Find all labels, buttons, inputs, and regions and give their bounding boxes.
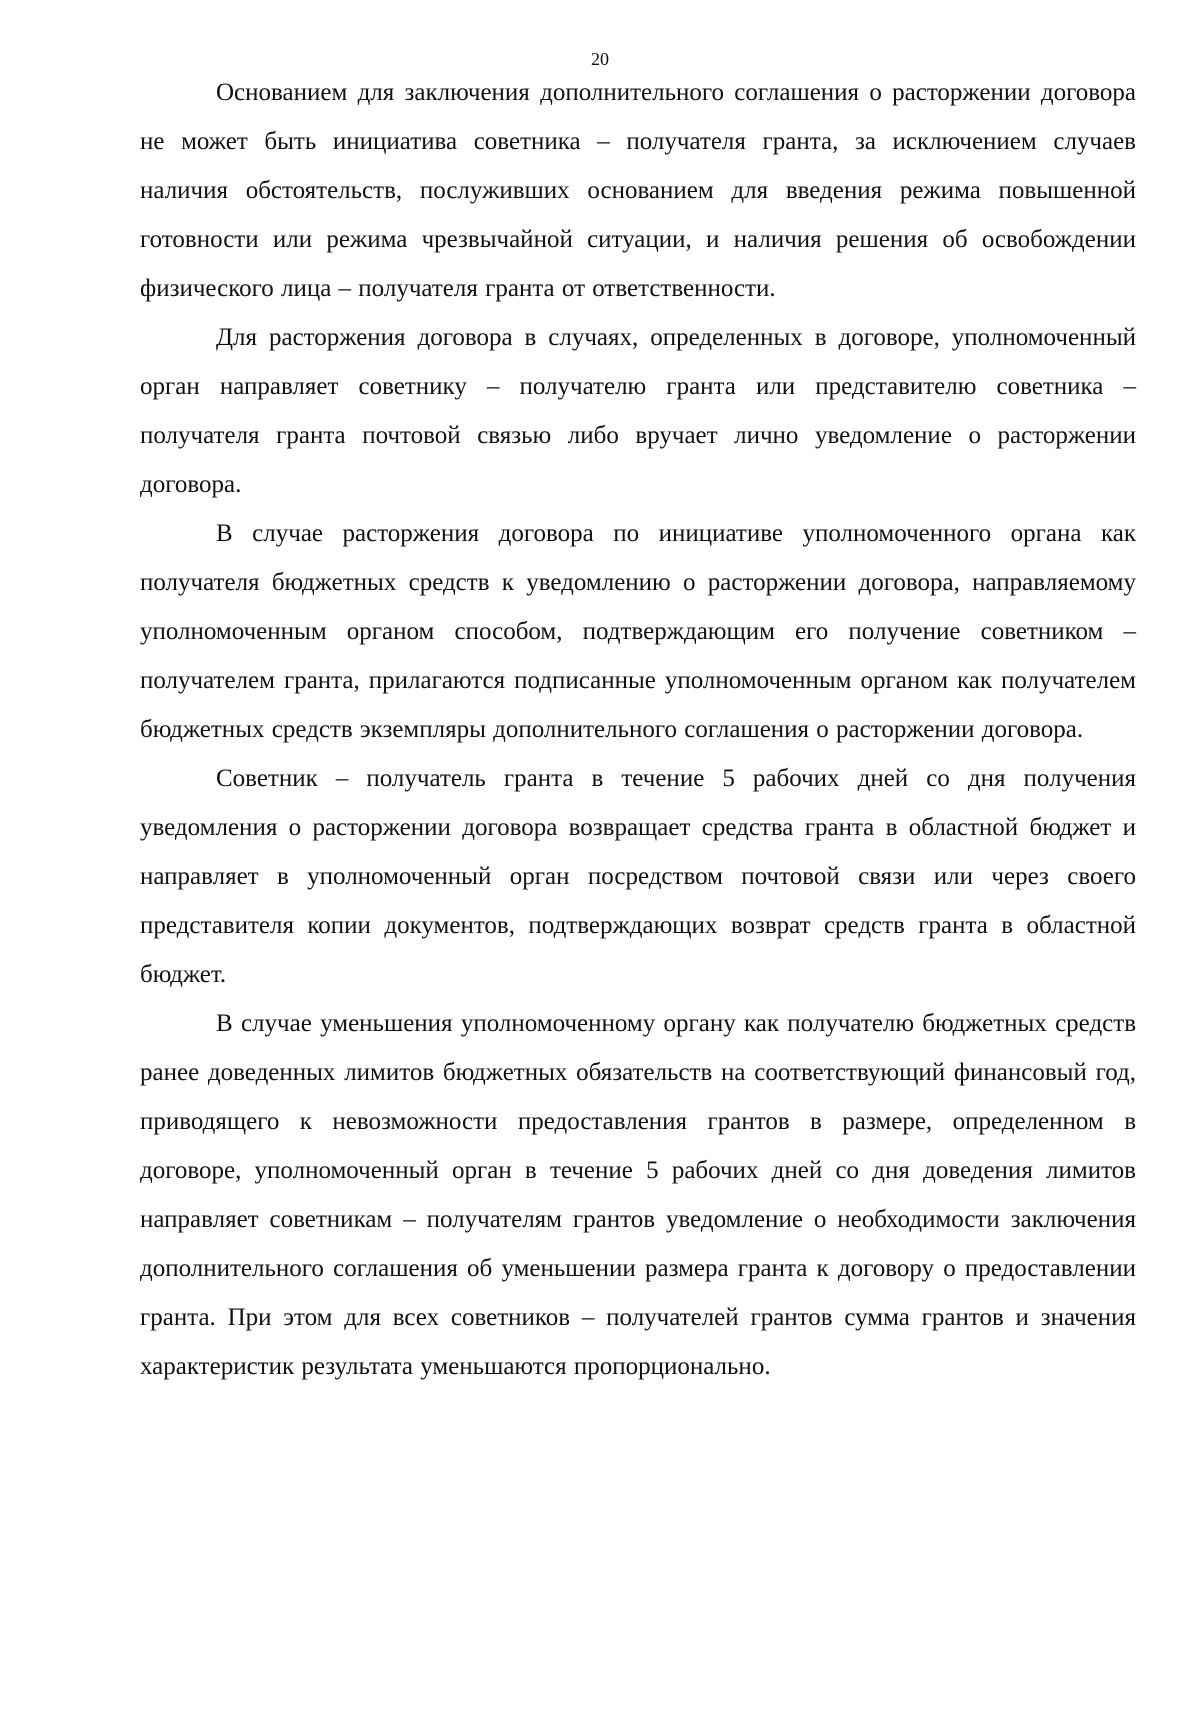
paragraph-termination-notice: Для расторжения договора в случаях, определенных в договоре, уполномоченный орган направляет советнику – получателю гранта или представителю советника – получателя гранта почтовой связью либо вручает лично уведомление о расторжении договора. <box>140 324 1136 498</box>
paragraph-initiative-termination: В случае расторжения договора по инициативе уполномоченного органа как получателя бюджетных средств к уведомлению о расторжении договора, направляемому уполномоченным органом способом, подтверждающим его получение советником – получателем гранта, прилагаются подписанные уполномоченным органом как получателем бюджетных средств экземпляры дополнительного соглашения о расторжении договора. <box>140 520 1136 743</box>
page-number: 20 <box>591 49 609 69</box>
document-body <box>140 68 1136 1391</box>
paragraph-termination-grounds: Основанием для заключения дополнительного соглашения о расторжении договора не может быть инициатива советника – получателя гранта, за исключением случаев наличия обстоятельств, послуживших основанием для введения режима повышенной готовности или режима чрезвычайной ситуации, и наличия решения об освобождении физического лица – получателя гранта от ответственности. <box>140 79 1136 302</box>
paragraph-grant-return: Советник – получатель гранта в течение 5 рабочих дней со дня получения уведомления о расторжении договора возвращает средства гранта в областной бюджет и направляет в уполномоченный орган посредством почтовой связи или через своего представителя копии документов, подтверждающих возврат средств гранта в областной бюджет. <box>140 765 1136 988</box>
paragraph-limits-reduction: В случае уменьшения уполномоченному органу как получателю бюджетных средств ранее доведенных лимитов бюджетных обязательств на соответствующий финансовый год, приводящего к невозможности предоставления грантов в размере, определенном в договоре, уполномоченный орган в течение 5 рабочих дней со дня доведения лимитов направляет советникам – получателям грантов уведомление о необходимости заключения дополнительного соглашения об уменьшении размера гранта к договору о предоставлении гранта. При этом для всех советников – получателей грантов сумма грантов и значения характеристик результата уменьшаются пропорционально. <box>140 1010 1136 1380</box>
